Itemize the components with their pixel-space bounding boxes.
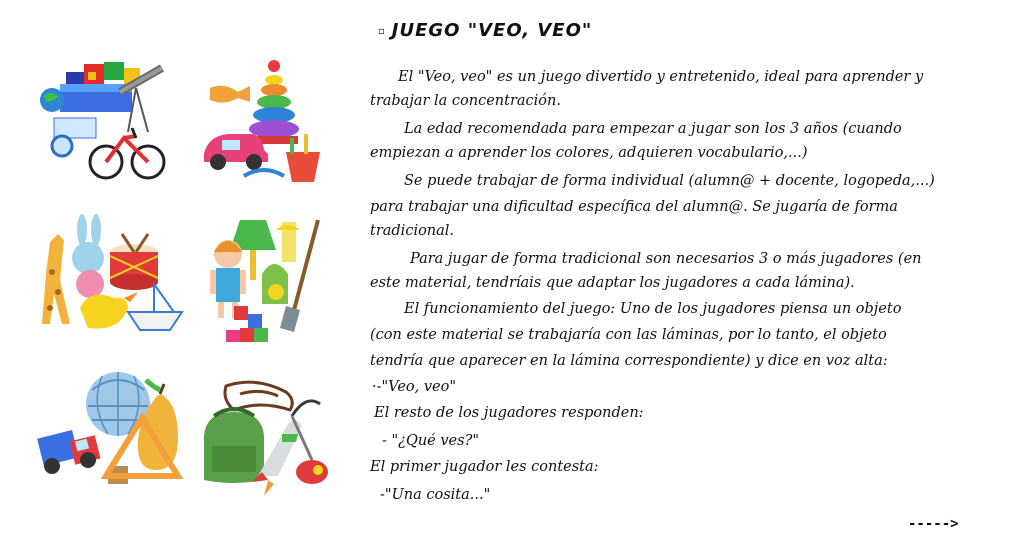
text-line: ·-"Veo, veo" <box>372 379 457 395</box>
text-line: empiezan a aprender los colores, adquieren vocabulario,...) <box>370 145 808 161</box>
toys-backpack-rocket-icon <box>196 376 332 500</box>
toys-giraffe-rabbit-drum-icon <box>36 212 186 336</box>
toys-telescope-bike-icon <box>36 58 176 186</box>
text-line: este material, tendríais que adaptar los jugadores a cada lámina). <box>370 275 855 291</box>
text-line: El resto de los jugadores responden: <box>374 405 644 421</box>
title-bullet: ▫ <box>378 25 386 37</box>
text-line: tradicional. <box>370 223 455 239</box>
text-line: -"Una cosita..." <box>380 487 491 503</box>
next-page-arrow[interactable]: -----> <box>908 516 959 532</box>
title-text: JUEGO "VEO, VEO" <box>391 20 593 41</box>
page-title <box>378 20 592 41</box>
toys-truck-balloon-pear-icon <box>36 370 186 500</box>
text-line: para trabajar una dificultad específica del alumn@. Se jugaría de forma <box>370 199 898 215</box>
text-line: tendría que aparecer en la lámina correspondiente) y dice en voz alta: <box>370 353 888 369</box>
text-line: Para jugar de forma tradicional son necesarios 3 o más jugadores (en <box>410 251 922 267</box>
text-line: - "¿Qué ves?" <box>382 433 480 449</box>
text-line: (con este material se trabajaría con las láminas, por lo tanto, el objeto <box>370 327 887 343</box>
toys-doll-lamp-garden-icon <box>200 214 330 350</box>
toys-rings-car-icon <box>200 58 330 184</box>
text-line: El "Veo, veo" es un juego divertido y entretenido, ideal para aprender y <box>398 69 924 85</box>
text-line: El funcionamiento del juego: Uno de los jugadores piensa un objeto <box>404 301 902 317</box>
text-line: Se puede trabajar de forma individual (alumn@ + docente, logopeda,...) <box>404 173 935 189</box>
text-line: El primer jugador les contesta: <box>370 459 599 475</box>
text-line: La edad recomendada para empezar a jugar son los 3 años (cuando <box>404 121 902 137</box>
text-line: trabajar la concentración. <box>370 93 561 109</box>
